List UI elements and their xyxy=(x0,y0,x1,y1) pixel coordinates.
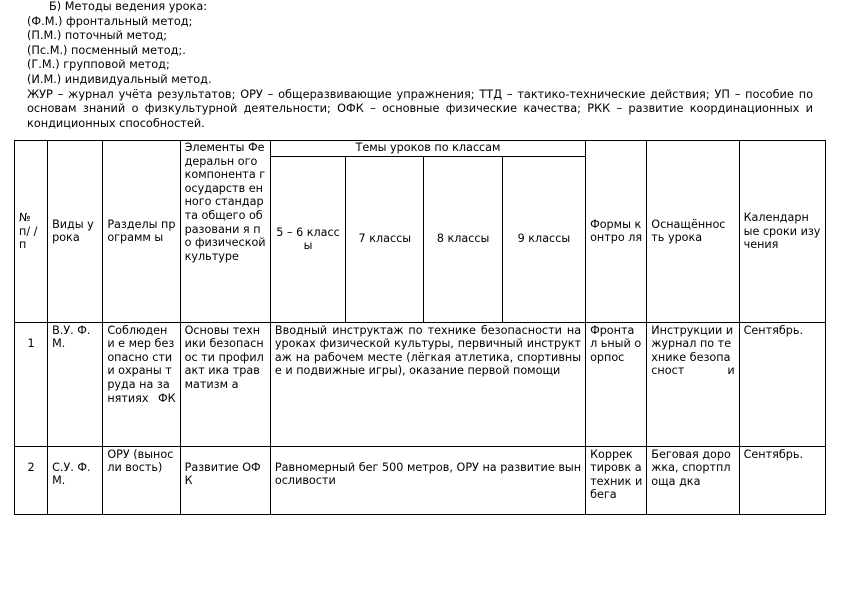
row-equipment: Беговая дорожка, спортплоща дка xyxy=(647,446,739,514)
row-type: В.У. Ф.М. xyxy=(48,322,103,446)
header-grade-5-6: 5 – 6 классы xyxy=(270,156,345,322)
header-topics: Темы уроков по классам xyxy=(270,141,585,157)
row-form: Фронта л ьный оорпос xyxy=(586,322,647,446)
header-elements: Элементы Федеральн ого компонента государств ен ного стандарта общего образовани я по физической культуре xyxy=(180,141,270,323)
row-num: 2 xyxy=(15,446,48,514)
row-type: С.У. Ф.М. xyxy=(48,446,103,514)
header-grade-8: 8 классы xyxy=(424,156,502,322)
header-num: № п/ /п xyxy=(15,141,48,323)
method-item: (П.М.) поточный метод; xyxy=(27,29,168,43)
methods-heading: Б) Методы ведения урока: xyxy=(49,0,208,13)
header-equipment: Оснащённос ть урока xyxy=(647,141,739,323)
method-item: (Ф.М.) фронтальный метод; xyxy=(27,14,193,28)
row-num: 1 xyxy=(15,322,48,446)
method-item: (Г.М.) групповой метод; xyxy=(27,58,170,72)
lesson-plan-table xyxy=(14,140,826,515)
intro-block xyxy=(27,0,813,131)
header-grade-7: 7 классы xyxy=(346,156,424,322)
row-topic: Вводный инструктаж по технике безопасности на уроках физической культуры, первичный инструктаж на рабочем месте (лёгкая атлетика, спортивные и подвижные игры), оказание первой помощи xyxy=(270,322,585,446)
row-section: ОРУ (выносли вость) xyxy=(103,446,180,514)
header-row xyxy=(15,141,826,157)
row-topic: Равномерный бег 500 метров, ОРУ на развитие выносливости xyxy=(270,446,585,514)
row-element: Основы техники безопаснос ти профилакт ика травматизм а xyxy=(180,322,270,446)
header-sections: Разделы программ ы xyxy=(103,141,180,323)
table-row xyxy=(15,322,826,446)
row-section: Соблюден и е мер безопасно сти и охраны труда на занятиях ФК xyxy=(103,322,180,446)
header-dates: Календарн ые сроки изучения xyxy=(739,141,825,323)
header-grade-9: 9 классы xyxy=(502,156,585,322)
table-row xyxy=(15,446,826,514)
row-equipment: Инструкции и журнал по технике безопасност и xyxy=(647,322,739,446)
row-date: Сентябрь. xyxy=(739,446,825,514)
header-types: Виды урока xyxy=(48,141,103,323)
method-item: (Пс.М.) посменный метод;. xyxy=(27,43,186,57)
header-forms: Формы контро ля xyxy=(586,141,647,323)
row-date: Сентябрь. xyxy=(739,322,825,446)
method-item: (И.М.) индивидуальный метод. xyxy=(27,72,212,86)
row-element: Развитие ОФК xyxy=(180,446,270,514)
row-form: Коррек тировк а техник и бега xyxy=(586,446,647,514)
abbreviations-paragraph: ЖУР – журнал учёта результатов; ОРУ – общеразвивающие упражнения; ТТД – тактико-технические действия; УП – пособие по основам знаний о физкультурной деятельности; ОФК – основные физические качества; РКК – развитие координационных и кондиционных способностей. xyxy=(27,87,813,130)
